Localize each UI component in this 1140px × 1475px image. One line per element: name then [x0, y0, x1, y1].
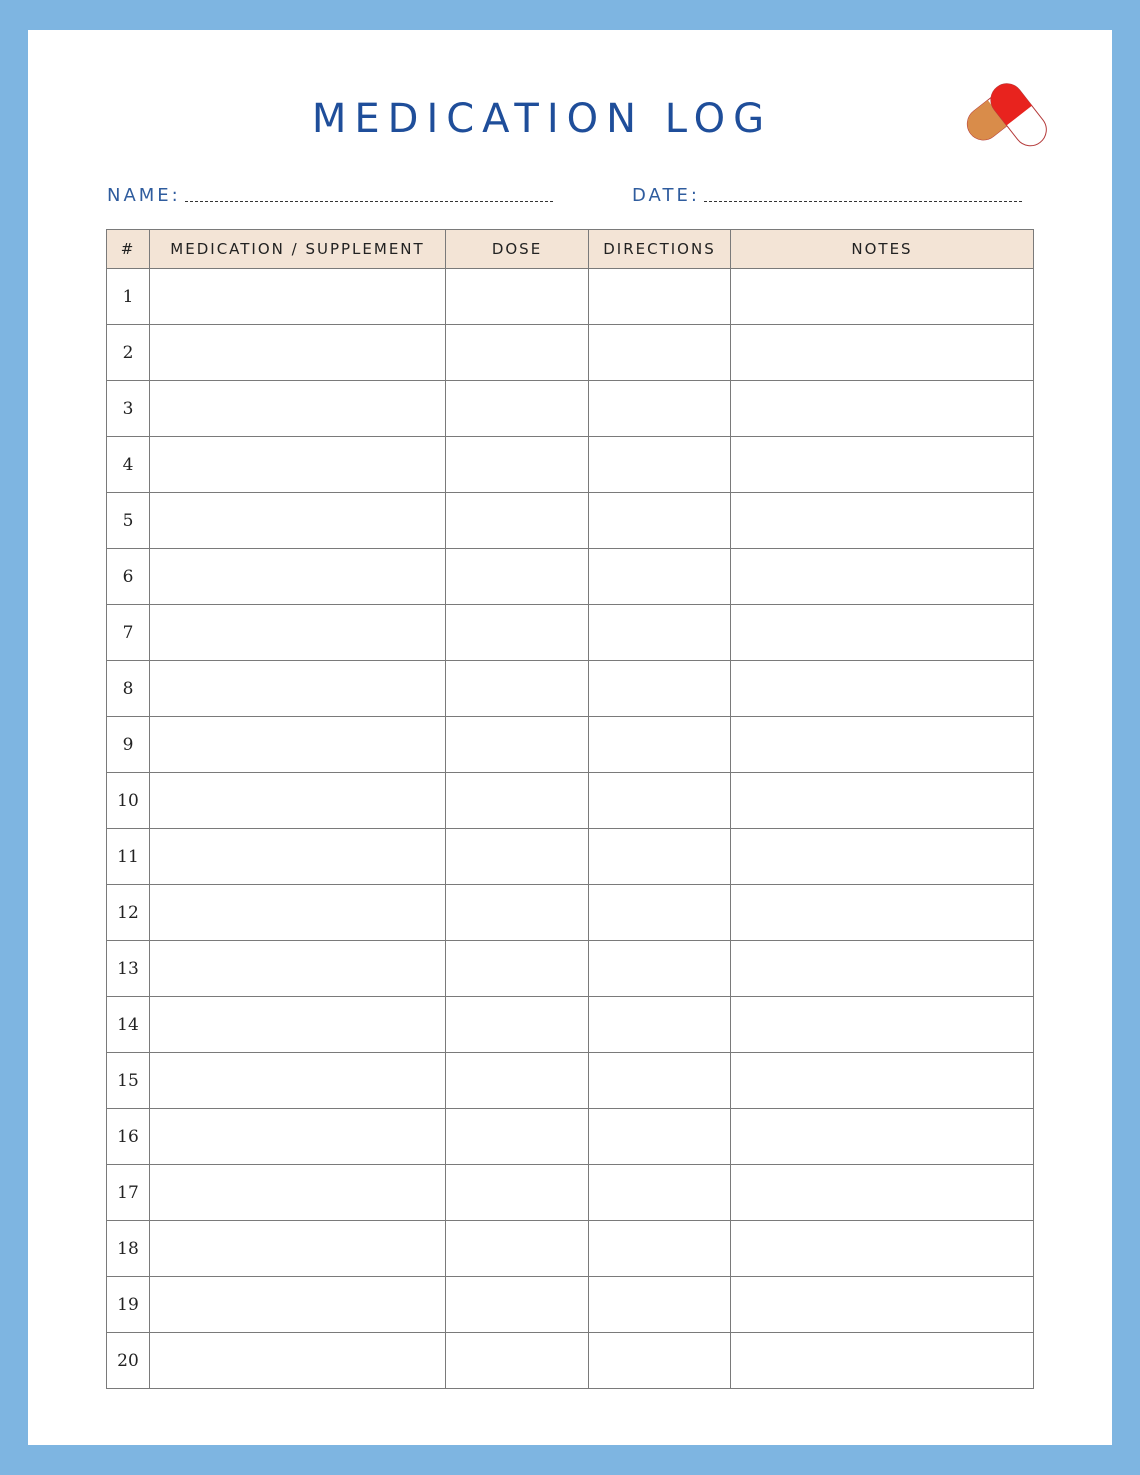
dose-cell[interactable]: [446, 1277, 589, 1333]
notes-cell[interactable]: [731, 549, 1034, 605]
header-medication: MEDICATION / SUPPLEMENT: [150, 230, 446, 269]
row-number: 12: [107, 885, 150, 941]
directions-cell[interactable]: [589, 717, 731, 773]
medication-cell[interactable]: [150, 773, 446, 829]
notes-cell[interactable]: [731, 1333, 1034, 1389]
dose-cell[interactable]: [446, 773, 589, 829]
medication-cell[interactable]: [150, 997, 446, 1053]
dose-cell[interactable]: [446, 997, 589, 1053]
medication-cell[interactable]: [150, 325, 446, 381]
table-row: [107, 1053, 1034, 1109]
header-notes: NOTES: [731, 230, 1034, 269]
row-number: 10: [107, 773, 150, 829]
row-number: 2: [107, 325, 150, 381]
dose-cell[interactable]: [446, 1333, 589, 1389]
dose-cell[interactable]: [446, 605, 589, 661]
row-number: 7: [107, 605, 150, 661]
directions-cell[interactable]: [589, 773, 731, 829]
table-row: [107, 661, 1034, 717]
dose-cell[interactable]: [446, 717, 589, 773]
date-field[interactable]: [632, 180, 1022, 206]
row-number: 14: [107, 997, 150, 1053]
name-input-line[interactable]: [185, 201, 553, 202]
notes-cell[interactable]: [731, 941, 1034, 997]
table-row: [107, 829, 1034, 885]
table-row: [107, 885, 1034, 941]
directions-cell[interactable]: [589, 269, 731, 325]
directions-cell[interactable]: [589, 381, 731, 437]
dose-cell[interactable]: [446, 885, 589, 941]
notes-cell[interactable]: [731, 493, 1034, 549]
medication-cell[interactable]: [150, 661, 446, 717]
notes-cell[interactable]: [731, 1165, 1034, 1221]
dose-cell[interactable]: [446, 381, 589, 437]
directions-cell[interactable]: [589, 1333, 731, 1389]
dose-cell[interactable]: [446, 269, 589, 325]
date-input-line[interactable]: [704, 201, 1022, 202]
page-title: MEDICATION LOG: [311, 96, 773, 142]
table-row: [107, 549, 1034, 605]
table-row: [107, 325, 1034, 381]
row-number: 20: [107, 1333, 150, 1389]
row-number: 6: [107, 549, 150, 605]
medication-cell[interactable]: [150, 269, 446, 325]
medication-cell[interactable]: [150, 1333, 446, 1389]
directions-cell[interactable]: [589, 1165, 731, 1221]
header-number: #: [107, 230, 150, 269]
directions-cell[interactable]: [589, 941, 731, 997]
medication-cell[interactable]: [150, 493, 446, 549]
dose-cell[interactable]: [446, 941, 589, 997]
notes-cell[interactable]: [731, 829, 1034, 885]
table-row: [107, 381, 1034, 437]
medication-cell[interactable]: [150, 717, 446, 773]
dose-cell[interactable]: [446, 829, 589, 885]
row-number: 17: [107, 1165, 150, 1221]
medication-cell[interactable]: [150, 381, 446, 437]
row-number: 4: [107, 437, 150, 493]
row-number: 18: [107, 1221, 150, 1277]
table-row: [107, 1221, 1034, 1277]
notes-cell[interactable]: [731, 1109, 1034, 1165]
table-row: [107, 1109, 1034, 1165]
row-number: 8: [107, 661, 150, 717]
notes-cell[interactable]: [731, 325, 1034, 381]
row-number: 13: [107, 941, 150, 997]
directions-cell[interactable]: [589, 549, 731, 605]
medication-table: [106, 229, 1034, 1389]
table-row: [107, 941, 1034, 997]
table-row: [107, 269, 1034, 325]
notes-cell[interactable]: [731, 885, 1034, 941]
table-row: [107, 717, 1034, 773]
dose-cell[interactable]: [446, 549, 589, 605]
table-row: [107, 493, 1034, 549]
dose-cell[interactable]: [446, 1053, 589, 1109]
medication-cell[interactable]: [150, 605, 446, 661]
notes-cell[interactable]: [731, 269, 1034, 325]
row-number: 16: [107, 1109, 150, 1165]
directions-cell[interactable]: [589, 661, 731, 717]
medication-cell[interactable]: [150, 941, 446, 997]
directions-cell[interactable]: [589, 997, 731, 1053]
directions-cell[interactable]: [589, 1221, 731, 1277]
dose-cell[interactable]: [446, 1165, 589, 1221]
notes-cell[interactable]: [731, 773, 1034, 829]
notes-cell[interactable]: [731, 661, 1034, 717]
name-field[interactable]: [107, 180, 553, 206]
dose-cell[interactable]: [446, 325, 589, 381]
row-number: 19: [107, 1277, 150, 1333]
table-row: [107, 773, 1034, 829]
medication-cell[interactable]: [150, 1109, 446, 1165]
notes-cell[interactable]: [731, 1277, 1034, 1333]
dose-cell[interactable]: [446, 661, 589, 717]
notes-cell[interactable]: [731, 381, 1034, 437]
notes-cell[interactable]: [731, 1053, 1034, 1109]
row-number: 15: [107, 1053, 150, 1109]
table-header-row: [107, 230, 1034, 269]
directions-cell[interactable]: [589, 325, 731, 381]
notes-cell[interactable]: [731, 717, 1034, 773]
date-label: DATE:: [632, 185, 700, 206]
medication-cell[interactable]: [150, 437, 446, 493]
medication-cell[interactable]: [150, 885, 446, 941]
dose-cell[interactable]: [446, 493, 589, 549]
medication-cell[interactable]: [150, 1277, 446, 1333]
directions-cell[interactable]: [589, 437, 731, 493]
row-number: 11: [107, 829, 150, 885]
medication-cell[interactable]: [150, 1053, 446, 1109]
notes-cell[interactable]: [731, 1221, 1034, 1277]
directions-cell[interactable]: [589, 829, 731, 885]
medication-cell[interactable]: [150, 1221, 446, 1277]
directions-cell[interactable]: [589, 885, 731, 941]
directions-cell[interactable]: [589, 1109, 731, 1165]
table-row: [107, 1165, 1034, 1221]
pill-capsule-icon: [958, 62, 1058, 162]
dose-cell[interactable]: [446, 437, 589, 493]
header-dose: DOSE: [446, 230, 589, 269]
dose-cell[interactable]: [446, 1221, 589, 1277]
dose-cell[interactable]: [446, 1109, 589, 1165]
header-directions: DIRECTIONS: [589, 230, 731, 269]
notes-cell[interactable]: [731, 605, 1034, 661]
row-number: 9: [107, 717, 150, 773]
row-number: 1: [107, 269, 150, 325]
directions-cell[interactable]: [589, 1277, 731, 1333]
directions-cell[interactable]: [589, 1053, 731, 1109]
table-row: [107, 605, 1034, 661]
medication-cell[interactable]: [150, 1165, 446, 1221]
row-number: 5: [107, 493, 150, 549]
directions-cell[interactable]: [589, 493, 731, 549]
medication-cell[interactable]: [150, 549, 446, 605]
directions-cell[interactable]: [589, 605, 731, 661]
medication-cell[interactable]: [150, 829, 446, 885]
table-row: [107, 997, 1034, 1053]
table-row: [107, 1277, 1034, 1333]
table-row: [107, 437, 1034, 493]
name-label: NAME:: [107, 185, 181, 206]
table-row: [107, 1333, 1034, 1389]
notes-cell[interactable]: [731, 997, 1034, 1053]
notes-cell[interactable]: [731, 437, 1034, 493]
row-number: 3: [107, 381, 150, 437]
